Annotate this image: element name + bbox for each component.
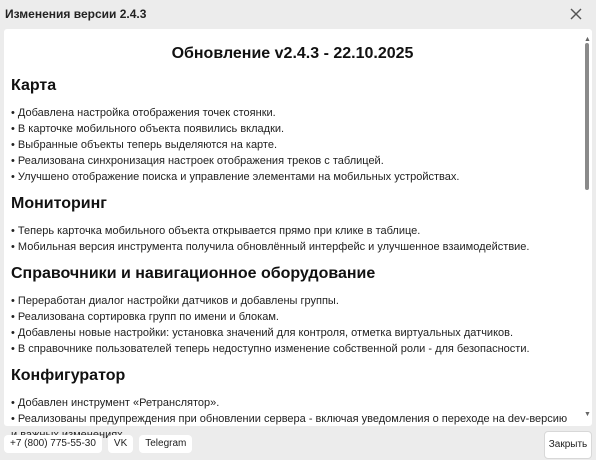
vk-link[interactable]: VK [108, 435, 133, 453]
section-map [11, 76, 574, 185]
section-heading: Конфигуратор [11, 367, 126, 384]
section-heading: Карта [11, 77, 57, 94]
list-item: • Реализованы предупреждения при обновлении сервера - включая уведомления о переходе на dev-версию [11, 413, 568, 425]
list-item: • Мобильная версия инструмента получила обновлённый интерфейс и улучшенное взаимодействие. [11, 241, 530, 253]
telegram-link[interactable]: Telegram [139, 435, 192, 453]
section-heading: Справочники и навигационное оборудование [11, 265, 376, 282]
chevron-down-icon[interactable]: ▼ [584, 411, 591, 418]
vertical-scrollbar[interactable] [582, 29, 592, 426]
list-item: • Добавлена настройка отображения точек стоянки. [11, 107, 276, 119]
close-button[interactable] [566, 4, 586, 24]
list-item: • В справочнике пользователей теперь недоступно изменение собственной роли - для безопасности. [11, 343, 530, 355]
list-item: • В карточке мобильного объекта появились вкладки. [11, 123, 285, 135]
list-item: • Реализована синхронизация настроек отображения треков с таблицей. [11, 155, 384, 167]
doc-title: Обновление v2.4.3 - 22.10.2025 [171, 45, 414, 62]
close-icon [570, 8, 582, 20]
list-item: • Реализована сортировка групп по имени и блокам. [11, 311, 279, 323]
list-item: • Добавлен инструмент «Ретранслятор». [11, 397, 220, 409]
scrollbar-thumb[interactable] [585, 43, 589, 190]
chevron-up-icon[interactable]: ▲ [584, 36, 591, 43]
section-heading: Мониторинг [11, 195, 107, 212]
dialog-footer [0, 428, 596, 460]
dialog-title: Изменения версии 2.4.3 [5, 7, 147, 21]
section-directories [11, 264, 574, 357]
list-item: • Переработан диалог настройки датчиков и добавлены группы. [11, 295, 339, 307]
dialog-titlebar [0, 0, 596, 28]
list-item: • Выбранные объекты теперь выделяются на карте. [11, 139, 278, 151]
list-item: • Добавлены новые настройки: установка значений для контроля, отметка виртуальных датчиков. [11, 327, 514, 339]
changelog-scroll-area[interactable] [4, 29, 582, 426]
phone-link[interactable]: +7 (800) 775-55-30 [4, 435, 102, 453]
changelog-content [4, 29, 592, 426]
close-dialog-button[interactable]: Закрыть [544, 431, 592, 459]
list-item: • Теперь карточка мобильного объекта открывается прямо при клике в таблице. [11, 225, 421, 237]
list-item: • Улучшено отображение поиска и управление элементами на мобильных устройствах. [11, 171, 460, 183]
section-monitoring [11, 194, 574, 255]
